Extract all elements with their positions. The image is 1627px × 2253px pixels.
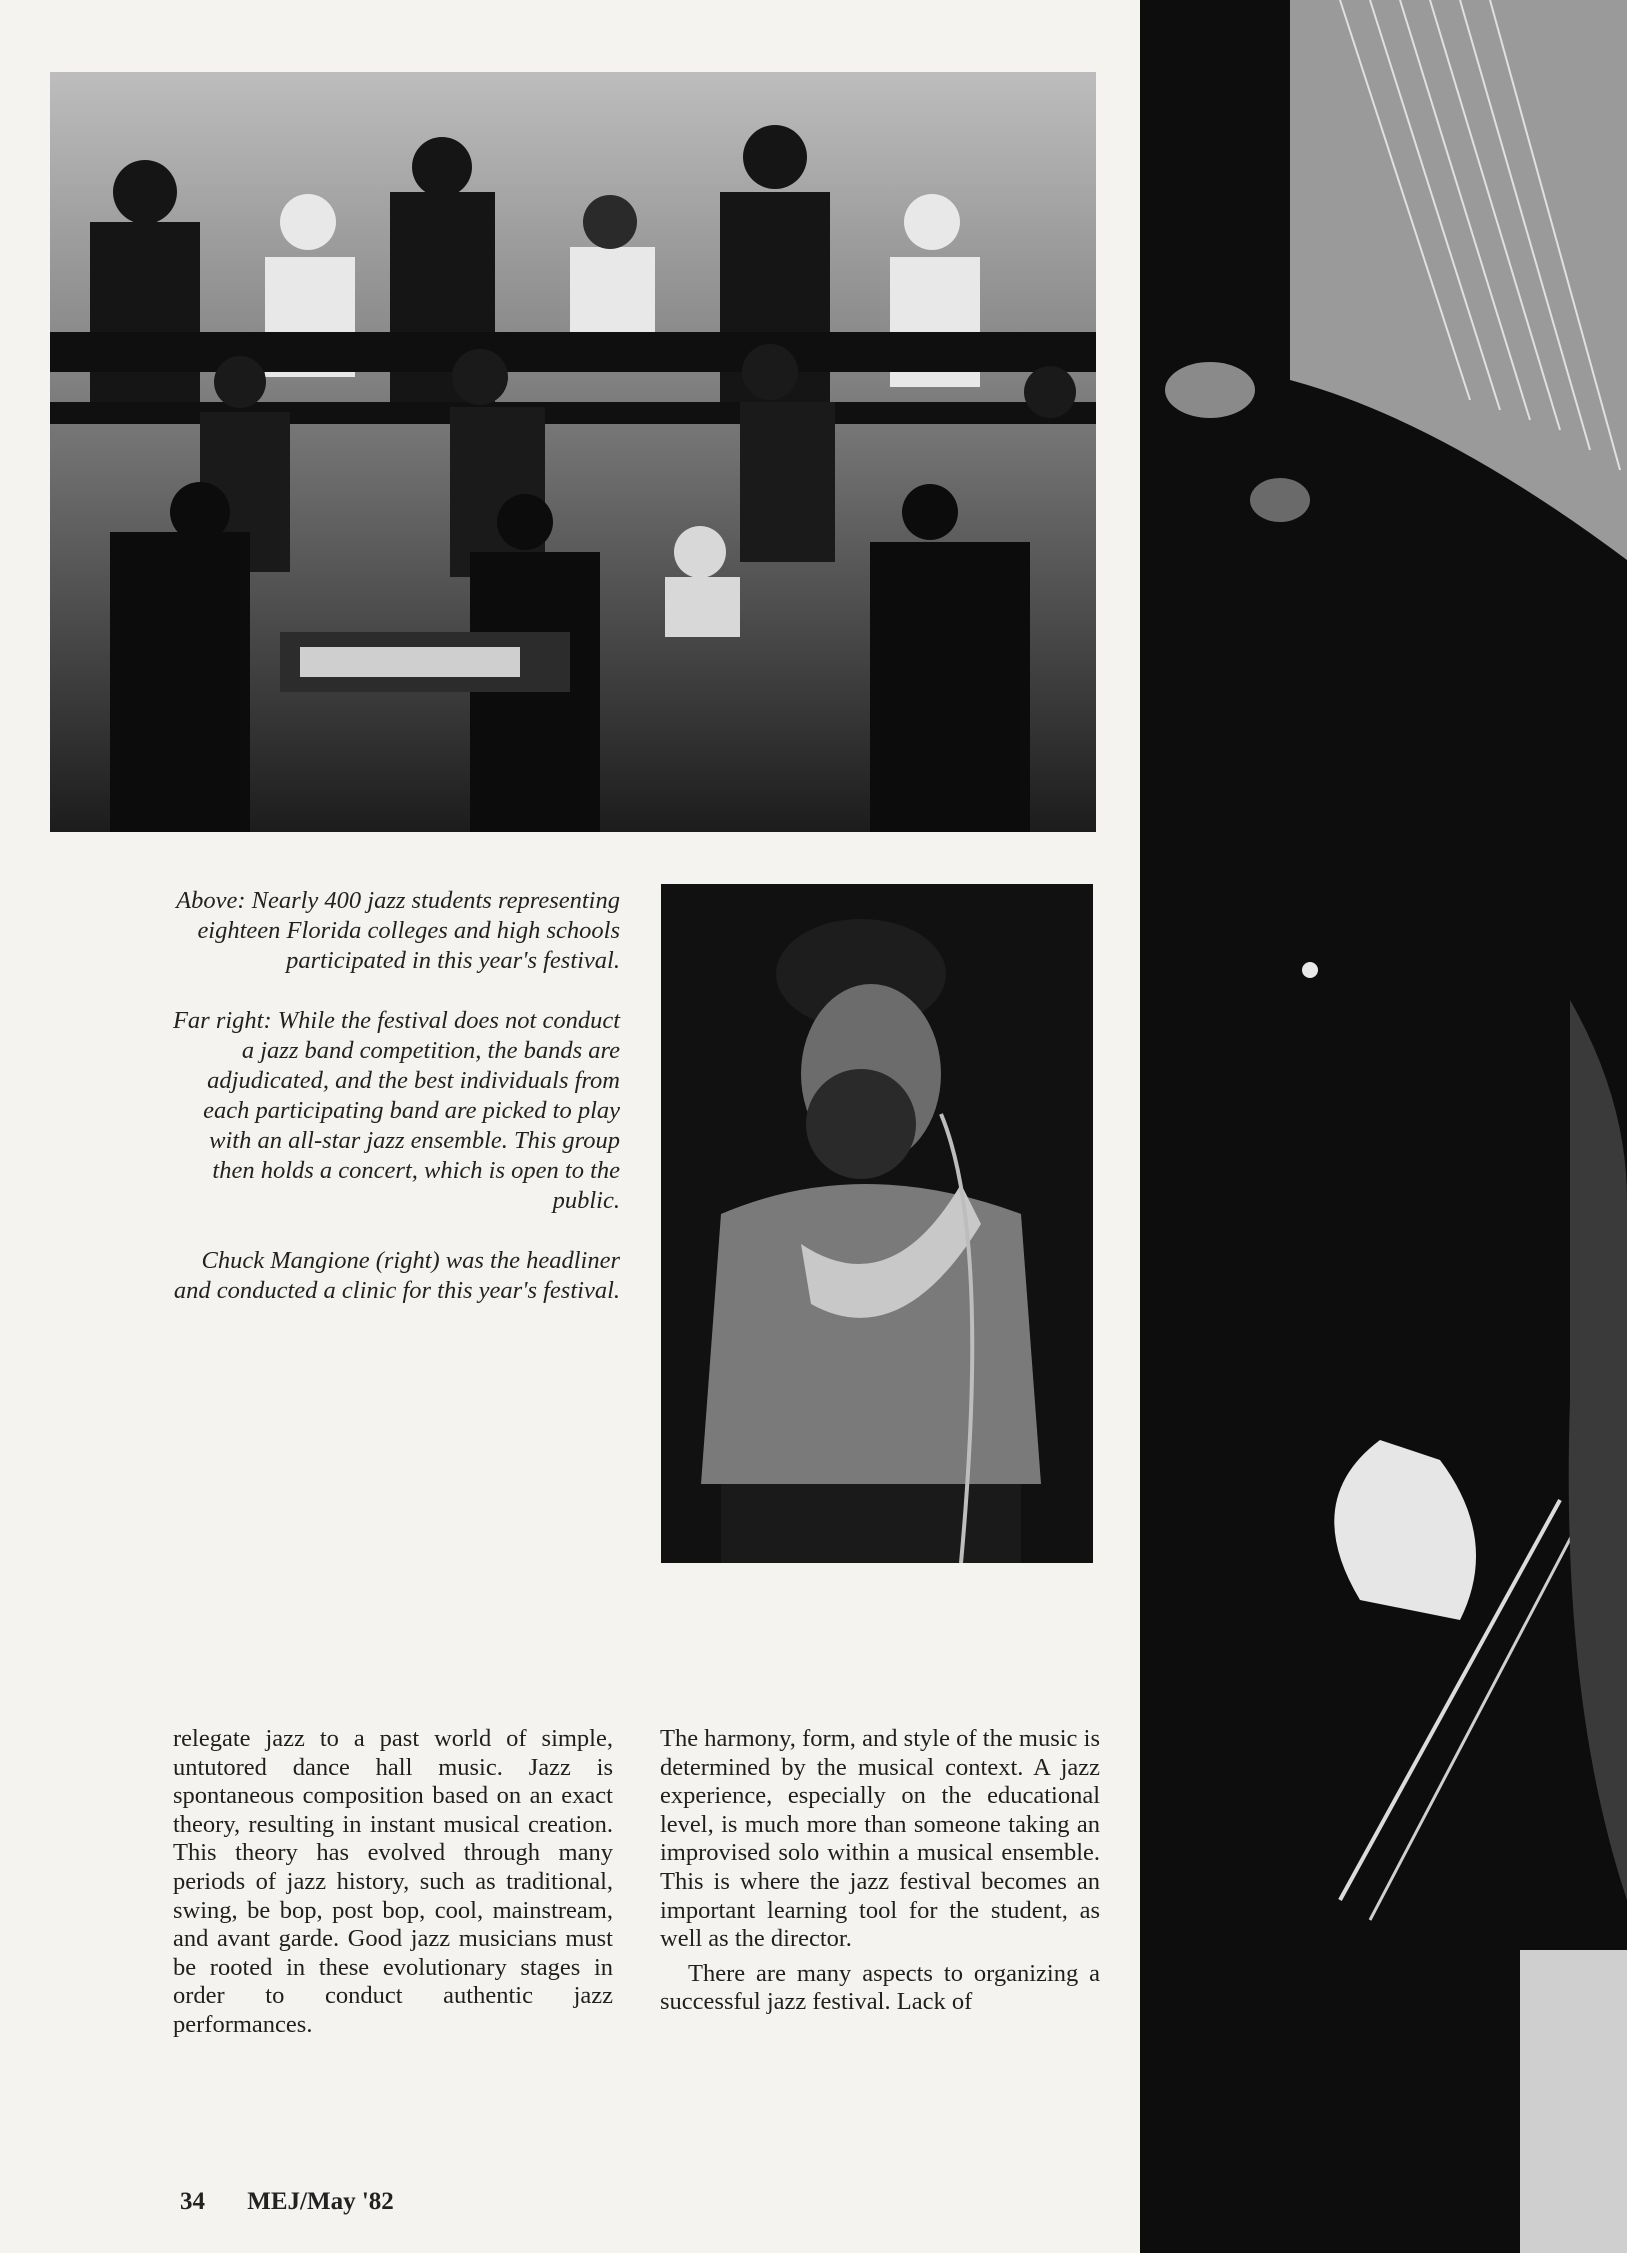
- piano-photo: [1140, 0, 1627, 2253]
- caption-far-right: Far right: While the festival does not conduct a jazz band competition, the bands are adjudicated, and the best individuals from each participating band are picked to play with an all-star jazz ensemble. This group then holds a concert, which is open to the public.: [172, 1007, 620, 1214]
- chuck-mangione-photo: [661, 884, 1093, 1563]
- publication-line: MEJ/May '82: [247, 2188, 394, 2215]
- body-paragraph: relegate jazz to a past world of simple, untutored dance hall music. Jazz is spontaneous composition based on an exact theory, resulting in instant musical creation. This theory has evolved through many periods of jazz history, such as traditional, swing, be bop, post bop, cool, mainstream, and avant garde. Good jazz musicians must be rooted in these evolutionary stages in order to conduct authentic jazz performances.: [173, 1725, 613, 2038]
- jazz-band-photo: [50, 72, 1096, 832]
- page-number: 34: [180, 2188, 205, 2215]
- body-column-left: [173, 1725, 613, 2040]
- body-paragraph: The harmony, form, and style of the music is determined by the musical context. A jazz experience, especially on the educational level, is much more than someone taking an improvised solo within a musical ensemble. This is where the jazz festival becomes an important learning tool for the student, as well as the director.: [660, 1725, 1100, 1953]
- body-paragraph: There are many aspects to organizing a successful jazz festival. Lack of: [660, 1959, 1100, 2016]
- page-footer: [180, 2188, 430, 2216]
- caption-right: Chuck Mangione (right) was the headliner and conducted a clinic for this year's festival.: [173, 1247, 620, 1304]
- caption-above: Above: Nearly 400 jazz students representing eighteen Florida colleges and high schools participated in this year's festival.: [176, 887, 620, 974]
- photo-captions: [170, 886, 620, 1336]
- body-column-right: [660, 1725, 1100, 2017]
